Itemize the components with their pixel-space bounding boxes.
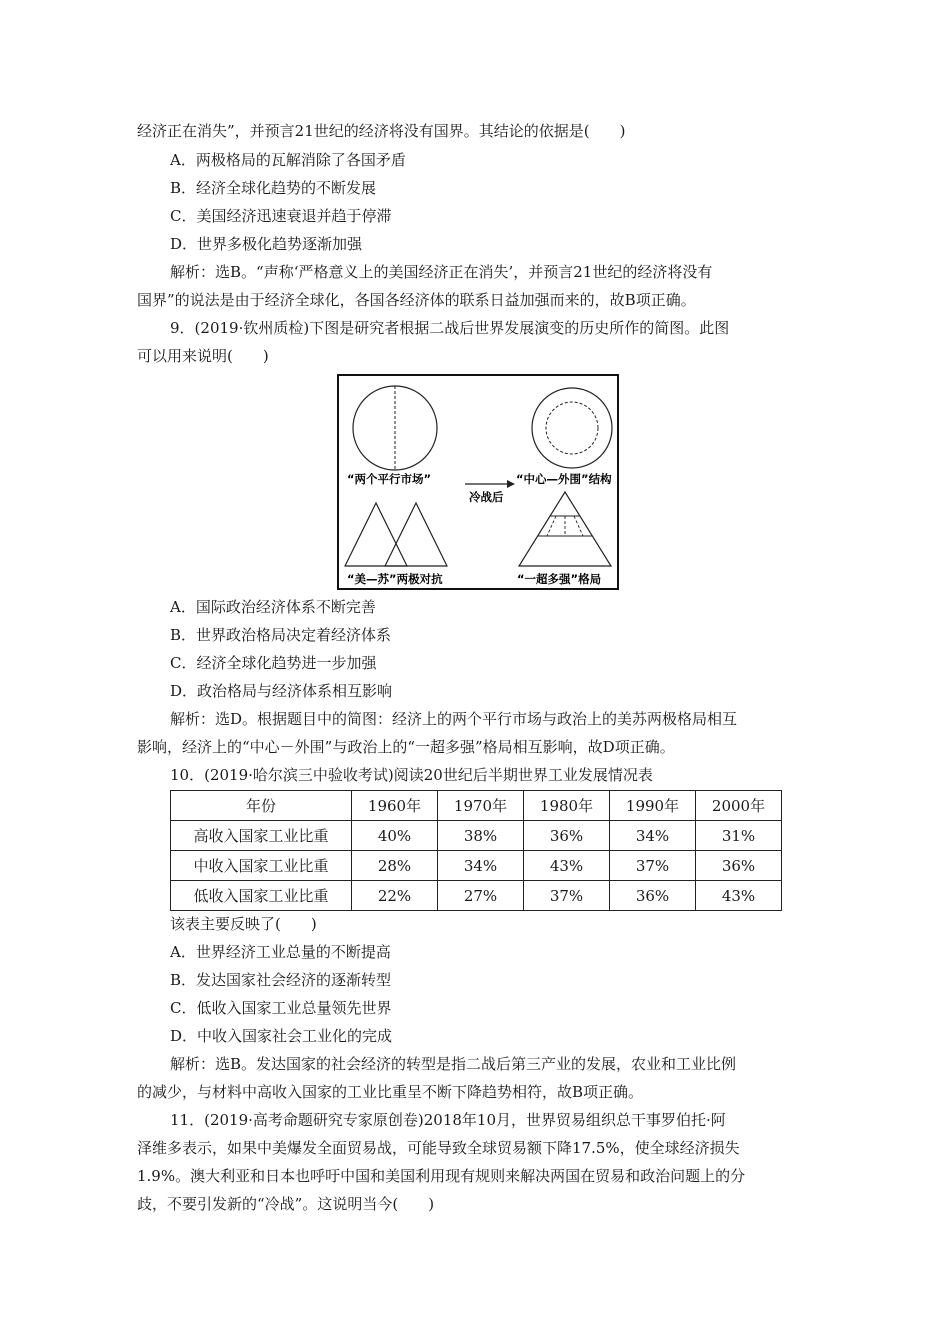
q11-stem-line4: 歧，不要引发新的“冷战”。这说明当今( ) (137, 1195, 435, 1213)
q11-stem-line2: 泽维多表示，如果中美爆发全面贸易战，可能导致全球贸易额下降17.5%，使全球经济损失 (137, 1139, 740, 1157)
q9-option-d: D．政治格局与经济体系相互影响 (170, 682, 393, 700)
q10-question: 该表主要反映了( ) (170, 915, 317, 933)
label-two-markets: “两个平行市场” (347, 472, 432, 486)
table-cell: 22% (352, 881, 438, 911)
q10-analysis-line2: 的减少，与材料中高收入国家的工业比重呈不断下降趋势相符，故B项正确。 (137, 1083, 644, 1101)
q8-option-a: A．两极格局的瓦解消除了各国矛盾 (170, 151, 406, 169)
table-cell: 38% (438, 821, 524, 851)
world-structure-diagram (337, 374, 619, 590)
table-row (171, 881, 782, 911)
q9-option-b: B．世界政治格局决定着经济体系 (170, 626, 392, 644)
table-header-cell: 年份 (171, 791, 352, 821)
label-bipolar: “美—苏”两极对抗 (347, 572, 443, 586)
table-cell: 37% (524, 881, 610, 911)
q9-analysis-line1: 解析：选D。根据题目中的简图：经济上的两个平行市场与政治上的美苏两极格局相互 (170, 710, 738, 728)
q10-option-d: D．中收入国家社会工业化的完成 (170, 1027, 393, 1045)
q10-stem: 10．(2019·哈尔滨三中验收考试)阅读20世纪后半期世界工业发展情况表 (170, 766, 653, 784)
q9-option-a: A．国际政治经济体系不断完善 (170, 598, 376, 616)
q8-option-b: B．经济全球化趋势的不断发展 (170, 179, 377, 197)
q9-analysis-line2: 影响，经济上的“中心－外围”与政治上的“一超多强”格局相互影响，故D项正确。 (137, 738, 675, 756)
table-cell: 37% (610, 851, 696, 881)
table-row (171, 851, 782, 881)
bipolar-triangle-left (345, 503, 407, 566)
table-row-label: 高收入国家工业比重 (171, 821, 352, 851)
table-cell: 34% (438, 851, 524, 881)
table-header-cell: 1990年 (610, 791, 696, 821)
table-cell: 31% (696, 821, 782, 851)
q10-analysis-line1: 解析：选B。发达国家的社会经济的转型是指二战后第三产业的发展，农业和工业比例 (170, 1055, 737, 1073)
table-cell: 43% (524, 851, 610, 881)
table-row (171, 821, 782, 851)
q8-option-d: D．世界多极化趋势逐渐加强 (170, 235, 363, 253)
table-cell: 36% (696, 851, 782, 881)
table-cell: 28% (352, 851, 438, 881)
table-cell: 36% (524, 821, 610, 851)
table-cell: 34% (610, 821, 696, 851)
q10-option-c: C．低收入国家工业总量领先世界 (170, 999, 392, 1017)
q10-option-b: B．发达国家社会经济的逐渐转型 (170, 971, 392, 989)
core-periphery-outer-circle (532, 388, 612, 468)
table-cell: 40% (352, 821, 438, 851)
q11-stem-line3: 1.9%。澳大利亚和日本也呼吁中国和美国利用现有规则来解决两国在贸易和政治问题上的分 (137, 1167, 746, 1185)
q9-option-c: C．经济全球化趋势进一步加强 (170, 654, 377, 672)
q9-stem-line1: 9．(2019·钦州质检)下图是研究者根据二战后世界发展演变的历史所作的简图。此图 (170, 319, 730, 337)
industry-share-table (170, 790, 782, 911)
table-cell: 27% (438, 881, 524, 911)
q8-analysis-line1: 解析：选B。“声称‘严格意义上的美国经济正在消失’，并预言21世纪的经济将没有 (170, 263, 713, 281)
table-row-label: 中收入国家工业比重 (171, 851, 352, 881)
q11-stem-line1: 11．(2019·高考命题研究专家原创卷)2018年10月，世界贸易组织总干事罗伯托·阿 (170, 1111, 726, 1129)
q8-analysis-line2: 国界”的说法是由于经济全球化，各国各经济体的联系日益加强而来的，故B项正确。 (137, 291, 696, 309)
core-periphery-inner-circle (546, 402, 598, 454)
table-header-cell: 2000年 (696, 791, 782, 821)
diagram-drawing (339, 376, 617, 588)
q8-stem-tail: 经济正在消失”，并预言21世纪的经济将没有国界。其结论的依据是( ) (137, 122, 626, 140)
label-superpower: “一超多强”格局 (517, 572, 602, 586)
table-header-cell: 1980年 (524, 791, 610, 821)
table-cell: 36% (610, 881, 696, 911)
q10-option-a: A．世界经济工业总量的不断提高 (170, 943, 391, 961)
table-header-cell: 1970年 (438, 791, 524, 821)
label-core-periphery: “中心—外围”结构 (516, 472, 612, 486)
label-after-cold-war: 冷战后 (469, 490, 504, 504)
table-header-row (171, 791, 782, 821)
bipolar-triangle-right (385, 503, 447, 566)
q8-option-c: C．美国经济迅速衰退并趋于停滞 (170, 207, 392, 225)
table-row-label: 低收入国家工业比重 (171, 881, 352, 911)
table-cell: 43% (696, 881, 782, 911)
table-header-cell: 1960年 (352, 791, 438, 821)
q9-stem-line2: 可以用来说明( ) (137, 347, 269, 365)
arrow-head (507, 480, 515, 488)
